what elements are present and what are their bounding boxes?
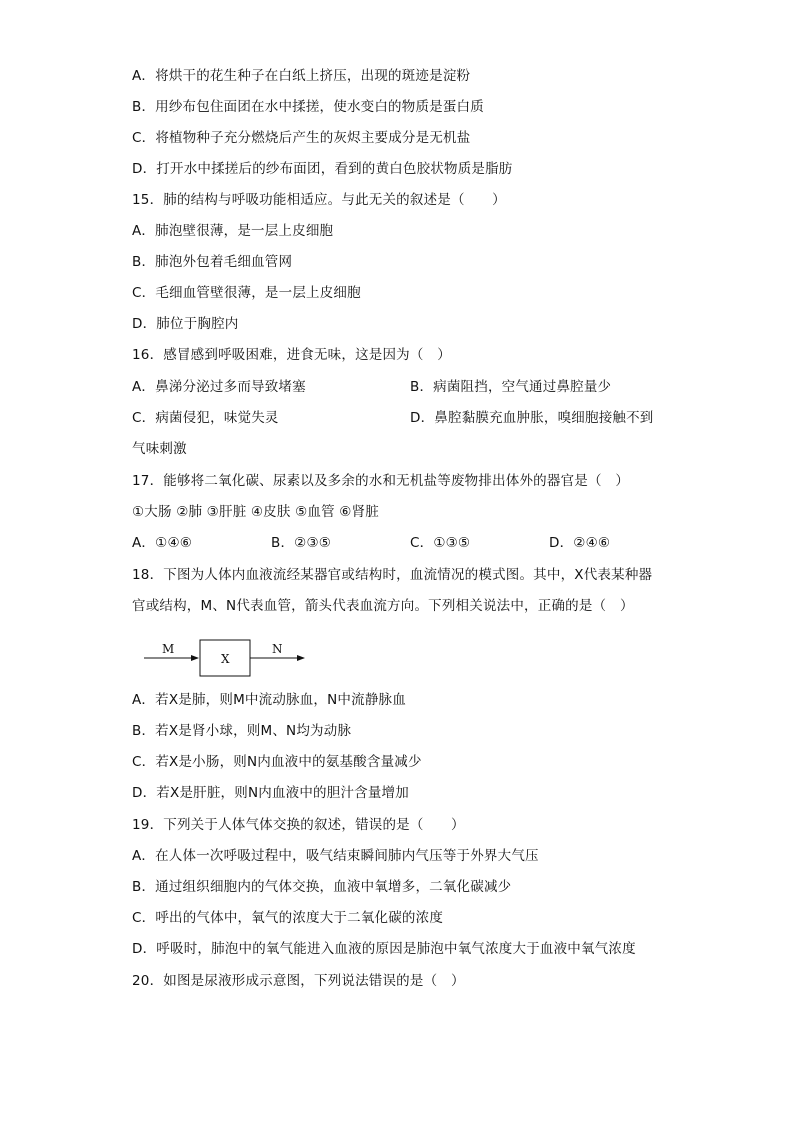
q16-option-d: D．鼻腔黏膜充血肿胀，嗅细胞接触不到 xyxy=(410,410,654,426)
q18-option-b: B．若X是肾小球，则M、N均为动脉 xyxy=(132,723,352,739)
q15-option-b: B．肺泡外包着毛细血管网 xyxy=(132,254,293,270)
q18-option-c: C．若X是小肠，则N内血液中的氨基酸含量减少 xyxy=(132,754,422,770)
q17-option-b: B．②③⑤ xyxy=(271,535,332,551)
q18-stem-line2: 官或结构，M、N代表血管，箭头代表血流方向。下列相关说法中，正确的是（ ） xyxy=(132,598,634,614)
q15-option-a: A．肺泡壁很薄，是一层上皮细胞 xyxy=(132,223,334,239)
q14-option-d: D．打开水中揉搓后的纱布面团，看到的黄白色胶状物质是脂肪 xyxy=(132,161,513,177)
q18-option-d: D．若X是肝脏，则N内血液中的胆汁含量增加 xyxy=(132,785,409,801)
q18-stem-line1: 18．下图为人体内血液流经某器官或结构时，血流情况的模式图。其中，X代表某种器 xyxy=(132,567,653,583)
q17-items: ①大肠 ②肺 ③肝脏 ④皮肤 ⑤血管 ⑥肾脏 xyxy=(132,504,379,520)
q15-option-c: C．毛细血管壁很薄，是一层上皮细胞 xyxy=(132,285,361,301)
q14-option-c: C．将植物种子充分燃烧后产生的灰烬主要成分是无机盐 xyxy=(132,130,471,146)
q15-stem: 15．肺的结构与呼吸功能相适应。与此无关的叙述是（ ） xyxy=(132,192,506,208)
q16-option-a: A．鼻涕分泌过多而导致堵塞 xyxy=(132,379,306,395)
q14-option-a: A．将烘干的花生种子在白纸上挤压，出现的斑迹是淀粉 xyxy=(132,68,471,84)
q20-stem: 20．如图是尿液形成示意图，下列说法错误的是（ ） xyxy=(132,973,465,989)
q16-option-c: C．病菌侵犯，味觉失灵 xyxy=(132,410,279,426)
q14-option-b: B．用纱布包住面团在水中揉搓，使水变白的物质是蛋白质 xyxy=(132,99,484,115)
q16-option-d-continuation: 气味刺激 xyxy=(132,441,187,457)
q16-option-b: B．病菌阻挡，空气通过鼻腔量少 xyxy=(410,379,612,395)
q16-stem: 16．感冒感到呼吸困难，进食无味，这是因为（ ） xyxy=(132,347,451,363)
q19-option-b: B．通过组织细胞内的气体交换，血液中氧增多，二氧化碳减少 xyxy=(132,879,512,895)
vessel-m-label: M xyxy=(162,642,175,656)
q18-option-a: A．若X是肺，则M中流动脉血，N中流静脉血 xyxy=(132,692,406,708)
q17-option-d: D．②④⑥ xyxy=(549,535,611,551)
vessel-n-label: N xyxy=(272,642,283,656)
q19-stem: 19．下列关于人体气体交换的叙述，错误的是（ ） xyxy=(132,817,465,833)
q17-option-c: C．①③⑤ xyxy=(410,535,471,551)
q19-option-c: C．呼出的气体中，氧气的浓度大于二氧化碳的浓度 xyxy=(132,910,444,926)
q17-stem: 17．能够将二氧化碳、尿素以及多余的水和无机盐等废物排出体外的器官是（ ） xyxy=(132,473,630,489)
q15-option-d: D．肺位于胸腔内 xyxy=(132,316,239,332)
organ-x-label: X xyxy=(221,652,230,666)
blood-flow-diagram xyxy=(140,636,320,680)
q19-option-d: D．呼吸时，肺泡中的氧气能进入血液的原因是肺泡中氧气浓度大于血液中氧气浓度 xyxy=(132,941,636,957)
q17-option-a: A．①④⑥ xyxy=(132,535,193,551)
q19-option-a: A．在人体一次呼吸过程中，吸气结束瞬间肺内气压等于外界大气压 xyxy=(132,848,539,864)
